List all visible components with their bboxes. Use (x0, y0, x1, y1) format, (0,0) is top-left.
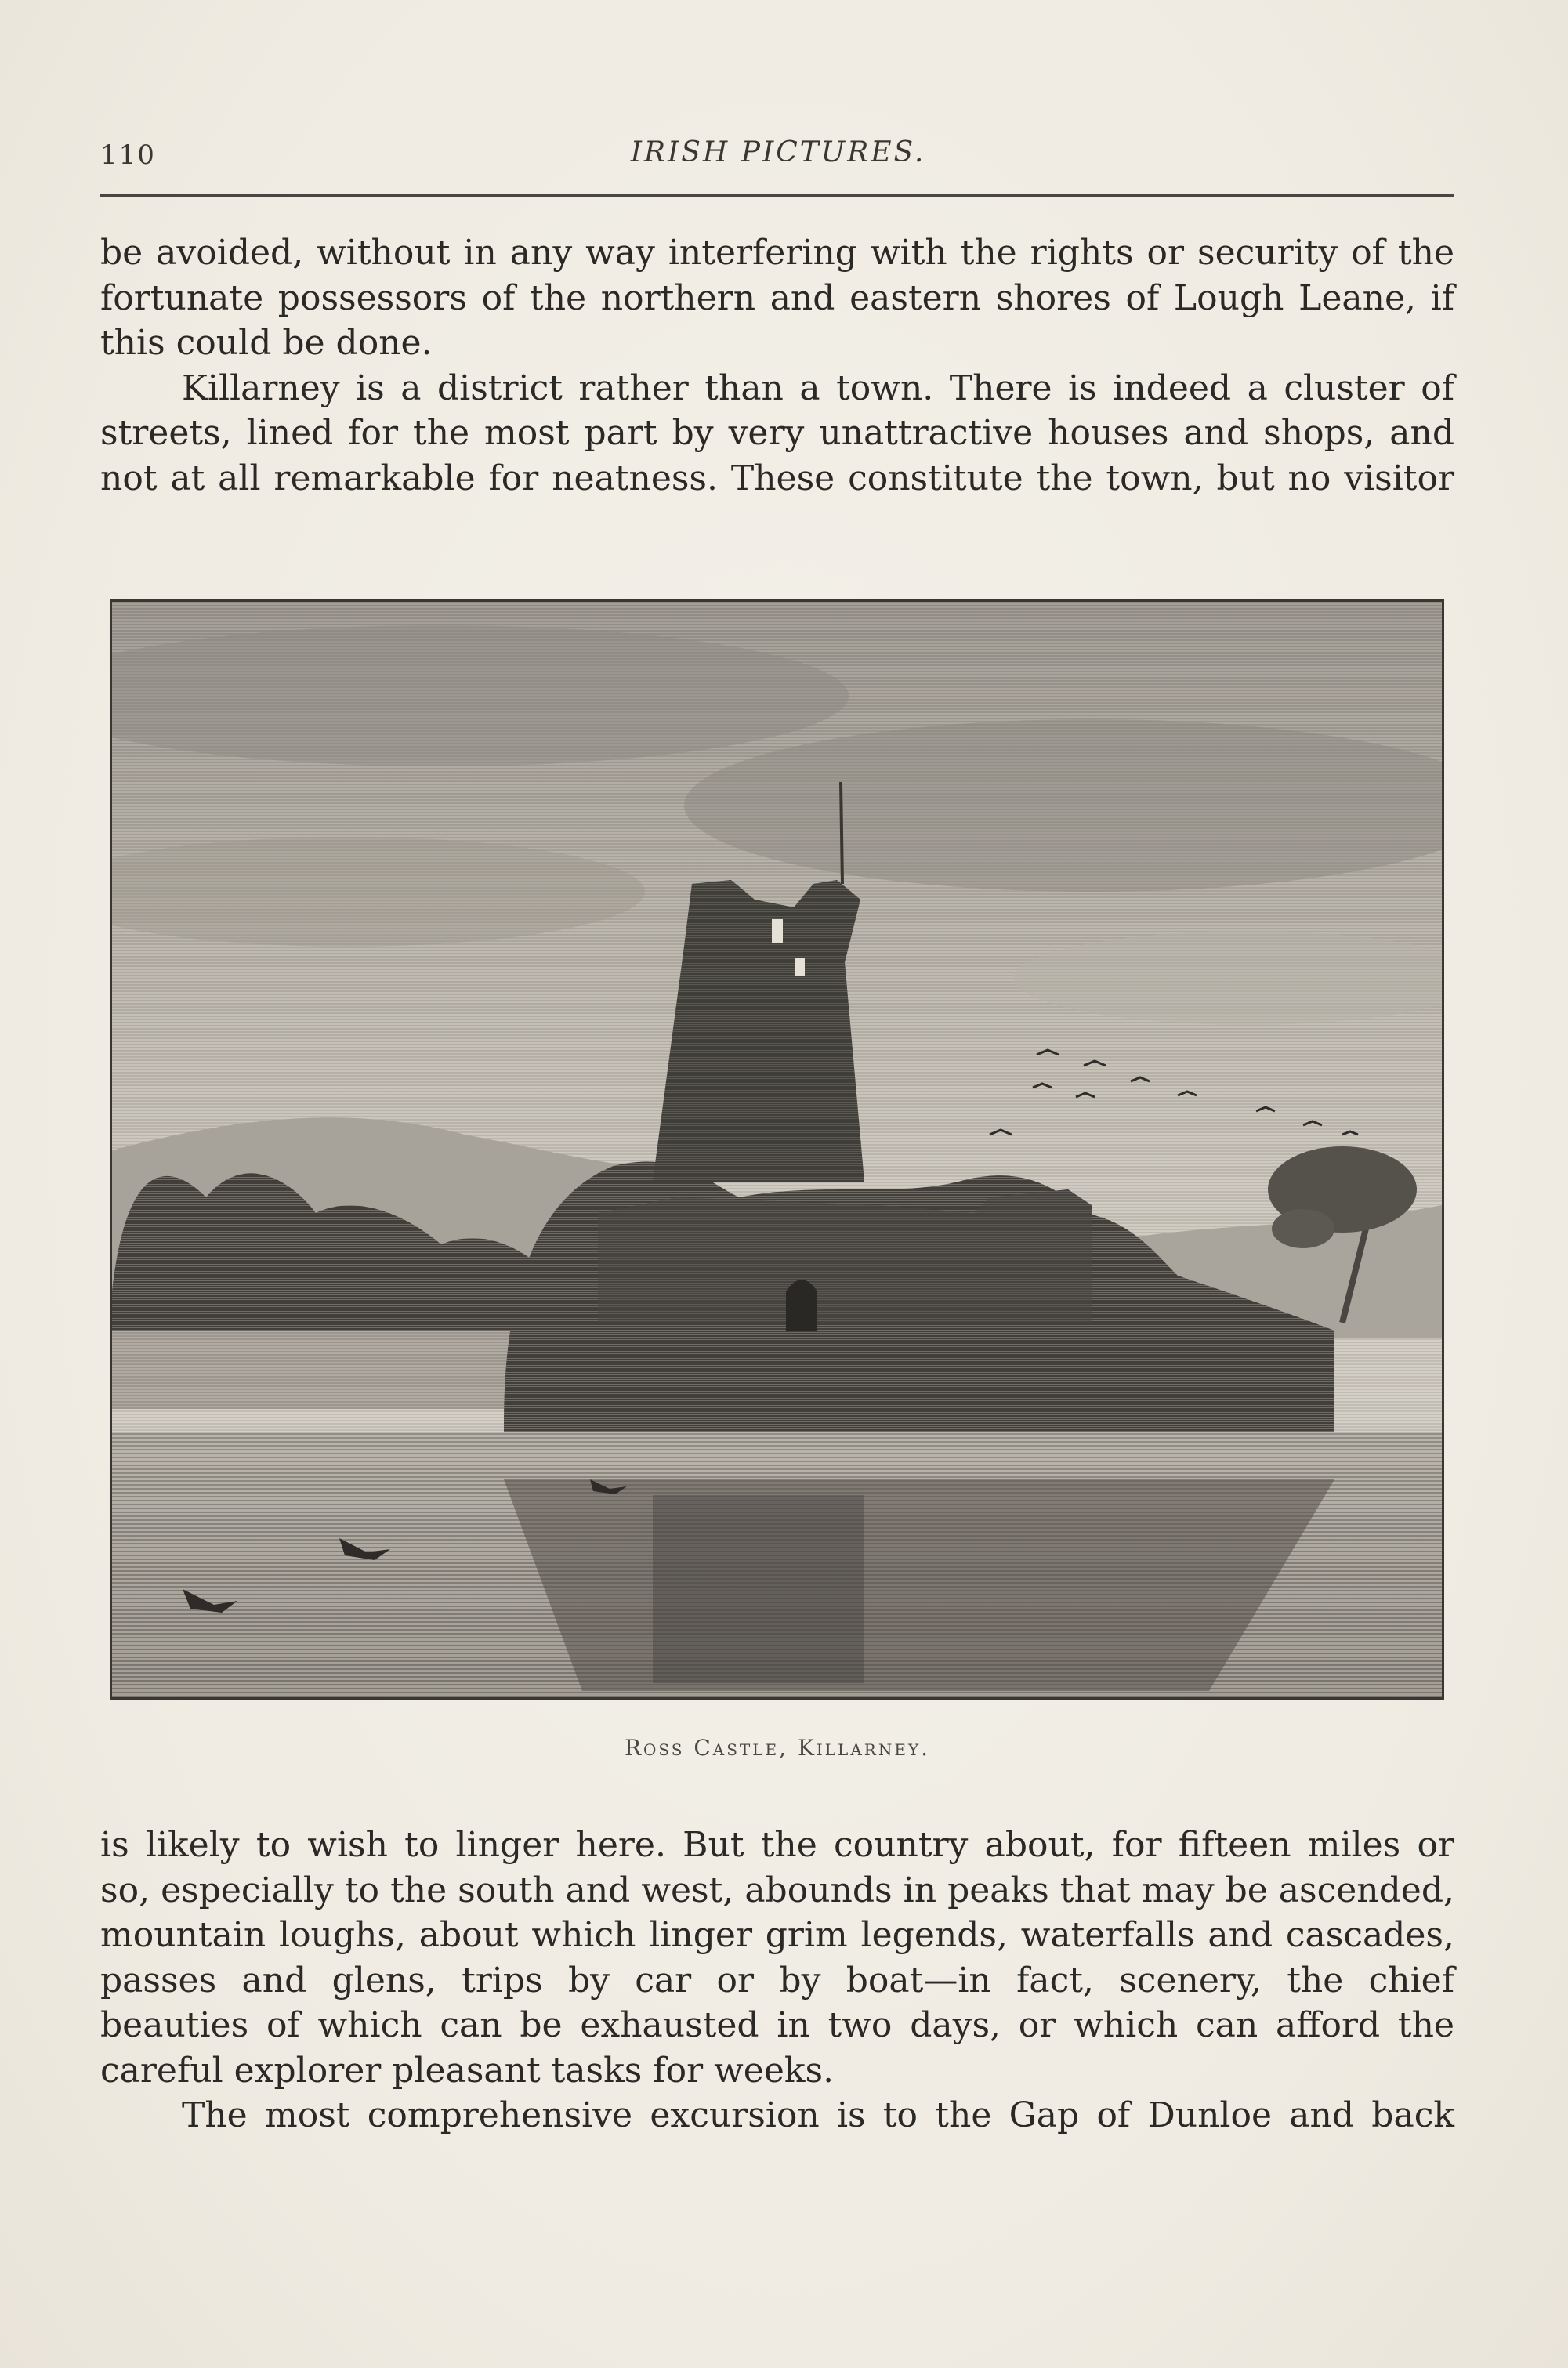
paragraph-block-bottom (100, 1823, 1454, 2138)
castle-engraving (112, 602, 1442, 1697)
running-title: IRISH PICTURES. (630, 136, 926, 168)
text-line: passes and glens, trips by car or by boat—in fact, scenery, the chief (100, 1960, 1454, 2000)
text-line: fortunate possessors of the northern and eastern shores of Lough Leane, if (100, 277, 1454, 318)
text-line: this could be done. (100, 323, 433, 363)
text-line: is likely to wish to linger here. But the country about, for fifteen miles or (100, 1825, 1454, 1865)
paragraph-block-top (100, 230, 1454, 501)
running-head (100, 132, 1456, 179)
header-rule (100, 194, 1454, 197)
text-line: be avoided, without in any way interfering with the rights or security of the (100, 233, 1454, 273)
text-line: beauties of which can be exhausted in two days, or which can afford the (100, 2005, 1454, 2045)
text-line: not at all remarkable for neatness. These constitute the town, but no visitor (100, 458, 1454, 498)
figure-caption: Ross Castle, Killarney. (624, 1735, 931, 1761)
text-line: mountain loughs, about which linger grim legends, waterfalls and cascades, (100, 1915, 1454, 1955)
text-line: The most comprehensive excursion is to the Gap of Dunloe and back (182, 2095, 1454, 2135)
text-line: careful explorer pleasant tasks for weeks. (100, 2050, 835, 2091)
text-line: so, especially to the south and west, abounds in peaks that may be ascended, (100, 1870, 1454, 1910)
text-line: streets, lined for the most part by very unattractive houses and shops, and (100, 413, 1454, 453)
page-number: 110 (100, 139, 156, 171)
text-line: Killarney is a district rather than a town. There is indeed a cluster of (182, 368, 1454, 408)
engraving-illustration (110, 599, 1444, 1700)
